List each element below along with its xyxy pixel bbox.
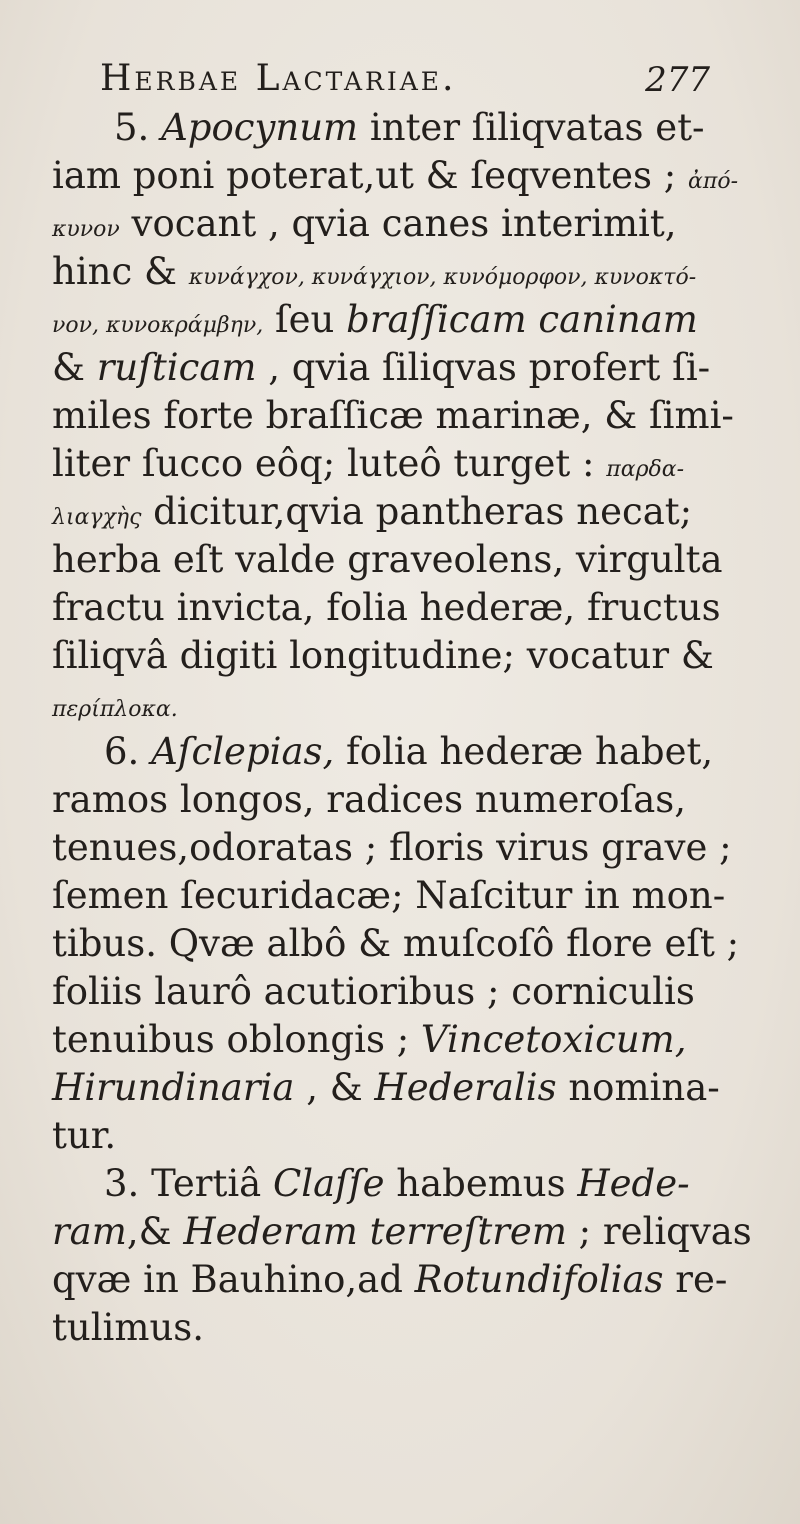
text-line [52,200,677,248]
text-line [52,392,734,440]
page-number: 277 [645,60,710,100]
text-run: περίπλοκα. [52,697,178,722]
text-line [52,152,738,200]
text-run: fractu invicta, folia hederæ, fructus [52,586,721,629]
text-line [104,1160,690,1208]
text-line [52,296,698,344]
text-run: habemus [384,1162,578,1205]
text-run: νον, κυνοκράμβην, [52,313,264,338]
text-run: foliis laurô acutioribus ; corniculis [52,970,695,1013]
text-line [52,488,692,536]
text-run: λιαγχὴς [52,505,142,530]
text-run: ramos longos, radices numeroſas, [52,778,687,821]
text-line [52,584,721,632]
text-run: vocant , qvia canes interimit, [119,202,677,245]
text-line [52,680,178,728]
text-run: & [52,346,97,389]
text-line [52,632,714,680]
text-line [52,920,739,968]
text-run: dicitur,qvia pantheras necat; [141,490,693,533]
text-run: Hede- [577,1162,690,1205]
text-run: hinc & [52,250,189,293]
text-run: qvæ in Bauhino,ad [52,1258,415,1301]
text-run: iam poni poterat,ut & ſeqventes ; [52,154,689,197]
text-line [104,728,713,776]
text-run: inter ſiliqvatas et- [358,106,705,149]
text-line [52,1064,720,1112]
text-line [52,1112,116,1160]
text-run: 6. [104,730,152,773]
text-run: , & [294,1066,375,1109]
text-run: re- [663,1258,728,1301]
text-run: ſemen ſecuridacæ; Naſcitur in mon- [52,874,726,917]
text-line [52,872,725,920]
text-run: κυνάγχον, κυνάγχιον, κυνόμορφον, κυνοκτό- [188,265,697,290]
text-line [52,1304,204,1352]
text-run: ,& [126,1210,184,1253]
running-head [100,58,710,108]
text-line [52,1208,752,1256]
text-run: tenues,odoratas ; floris virus grave ; [52,826,732,869]
text-run: folia hederæ habet, [334,730,714,773]
text-line [52,824,732,872]
text-run: Vincetoxicum, [420,1018,687,1061]
text-run: ruſticam [96,346,257,389]
text-run: tenuibus oblongis ; [52,1018,421,1061]
text-line [52,248,696,296]
text-run: tulimus. [52,1306,205,1349]
text-run: tur. [52,1114,117,1157]
text-run: Hederalis [374,1066,557,1109]
text-run: Rotundifolias [414,1258,664,1301]
text-run: , qvia ſiliqvas profert ſi- [256,346,711,389]
text-line [114,104,705,152]
text-run: Hederam terreſtrem [183,1210,567,1253]
text-run: Hirundinaria [52,1066,295,1109]
text-run: liter ſucco eôq; luteô turget : [52,442,607,485]
text-run: Aſclepias, [151,730,335,773]
running-title: Herbae Lactariae. [100,58,457,99]
text-run: herba eſt valde graveolens, virgulta [52,538,723,581]
text-run: braſſicam caninam [346,298,698,341]
text-run: παρδα- [606,457,685,482]
text-line [52,344,710,392]
text-run: nomina- [556,1066,720,1109]
text-run: ; reliqvas [566,1210,752,1253]
text-run: ſiliqvâ digiti longitudine; vocatur & [52,634,714,677]
text-run: Apocynum [161,106,359,149]
text-line [52,968,695,1016]
text-run: Claſſe [272,1162,385,1205]
text-line [52,536,723,584]
text-run: 3. Tertiâ [104,1162,273,1205]
text-run: ram [52,1210,127,1253]
text-run: 5. [114,106,162,149]
text-line [52,776,686,824]
text-run: miles forte braſſicæ marinæ, & ſimi- [52,394,734,437]
text-run: tibus. Qvæ albô & muſcoſô flore eſt ; [52,922,740,965]
text-run: ἀπό- [688,169,739,194]
text-line [52,1016,687,1064]
text-line [52,1256,727,1304]
text-run: κυνον [52,217,120,242]
text-line [52,440,684,488]
text-run: ſeu [263,298,347,341]
